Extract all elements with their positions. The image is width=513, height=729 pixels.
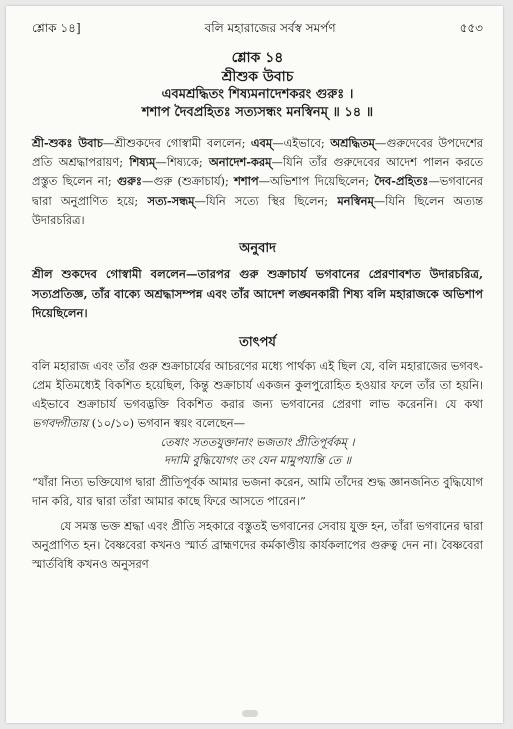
synonym-term: এবম্ [250, 136, 273, 150]
synonym-meaning: যিনি ছিলেন অত্যন্ত উদারচরিত্র। [32, 193, 483, 227]
verse-line-2: শশাপ দৈবপ্রহিতঃ সত্যসন্ধং মনস্বিনম্ ॥ ১৪ ॥ [141, 105, 374, 120]
gita-quote-line-2: দদামি বুদ্ধিযোগং তং যেন মামুপযান্তি তে ॥ [163, 452, 352, 467]
synonym-term: দৈব-প্রহিতঃ [374, 174, 429, 189]
purport-heading: তাৎপর্য [239, 334, 276, 350]
page-number: ৫৫৩ [459, 21, 483, 35]
synonym-term: শিষ্যম্ [129, 155, 156, 170]
header-chapter-title: বলি মহারাজের সর্বস্ব সমর্পণ [204, 21, 336, 35]
synonym-meaning: গুরুদেবের উপদেশের প্রতি অশ্রদ্ধাপরায়ণ; [32, 136, 484, 170]
synonym-term: সত্য-সন্ধম্ [147, 193, 195, 208]
synonym-term: মনস্বিনম্ [337, 193, 374, 208]
verse-line-1: এবমশ্রদ্ধিতং শিষ্যমনাদেশকরং গুরুঃ । [161, 87, 354, 102]
purport-text-end: (১০/১০) ভগবান স্বয়ং বলেছেন— [91, 415, 245, 430]
purport-text: বলি মহারাজ এবং তাঁর গুরু শুক্রাচার্যের আচরণের মধ্যে পার্থক্য এই ছিল যে, বলি মহারাজের ভগবৎ-প্রেম ইতিমধ্যেই বিকশিত হয়েছিল, কিন্তু শুক্রাচার্য একজন কুলপুরোহিত হওয়ার ফলে তাঁর তা হয়নি। এইভাবে শুক্রাচার্য ভগবদ্ভক্তি বিকশিত করার জন্য ভগবানের প্রেরণা লাভ করেননি। যে কথা [32, 358, 483, 411]
page-smudge [242, 710, 258, 717]
purport-paragraph-2: যে সমস্ত ভক্ত শ্রদ্ধা এবং প্রীতি সহকারে বস্তুতই ভগবানের সেবায় যুক্ত হন, তাঁরা ভগবানের দ্বারা অনুপ্রাণিত হন। বৈষ্ণবেরা কখনও স্মার্ত ব্রাহ্মণদের কর্মকাণ্ডীয় কার্যকলাপের গুরুত্ব দেন না। বৈষ্ণবেরা স্মার্তবিধি কখনও অনুসরণ [32, 518, 483, 571]
synonym-meaning: শ্রীশুকদেব গোস্বামী বললেন; [114, 136, 246, 150]
verse-speaker: শ্রীশুক উবাচ [221, 69, 294, 85]
gita-reference: ভগবদ্গীতায় [32, 415, 89, 430]
synonym-meaning: শিষ্যকে; [166, 155, 203, 170]
synonym-term: শশাপ [234, 174, 259, 189]
synonym-meaning: যিনি সত্যে স্থির ছিলেন; [205, 193, 329, 208]
word-synonyms: শ্রী-শুকঃ উবাচ—শ্রীশুকদেব গোস্বামী বললেন; এবম্—এইভাবে; অশ্রদ্ধিতম্—গুরুদেবের উপদেশের প্রতি অশ্রদ্ধাপরায়ণ; শিষ্যম্—শিষ্যকে; অনাদেশ-করম্—যিনি তাঁর গুরুদেবের আদেশ পালন করতে প্রস্তুত ছিলেন না; গুরুঃ—গুরু (শুক্রাচার্য); শশাপ—অভিশাপ দিয়েছিলেন; দৈব-প্রহিতঃ—ভগবানের দ্বারা অনুপ্রাণিত হয়ে; সত্য-সন্ধম্—যিনি সত্যে স্থির ছিলেন; মনস্বিনম্—যিনি ছিলেন অত্যন্ত উদারচরিত্র। [32, 136, 484, 227]
synonym-term: গুরুঃ [117, 174, 142, 189]
running-header [32, 20, 483, 36]
quote-translation: “যাঁরা নিত্য ভক্তিযোগ দ্বারা প্রীতিপূর্বক আমার ভজনা করেন, আমি তাঁদের শুদ্ধ জ্ঞানজনিত বুদ্ধিযোগ দান করি, যার দ্বারা তাঁরা আমার কাছে ফিরে আসতে পারেন।” [32, 474, 483, 508]
synonym-meaning: যিনি তাঁর গুরুদেবের আদেশ পালন করতে প্রস্তুত ছিলেন না; [32, 155, 484, 189]
synonym-meaning: অভিশাপ দিয়েছিলেন; [270, 174, 370, 189]
translation-heading: অনুবাদ [239, 241, 276, 257]
page-content [32, 20, 483, 574]
synonym-meaning: ভগবানের দ্বারা অনুপ্রাণিত হয়ে; [32, 174, 484, 208]
gita-quote-line-1: তেষাং সততযুক্তানাং ভজতাং প্রীতিপূর্বকম্ । [160, 434, 355, 449]
purport-paragraph-1 [32, 357, 483, 433]
header-verse-ref: শ্লোক ১৪] [32, 21, 81, 35]
book-page [6, 6, 503, 723]
synonym-term: অনাদেশ-করম্ [208, 155, 272, 170]
synonym-term: অশ্রদ্ধিতম্ [330, 136, 375, 150]
verse-heading: শ্লোক ১৪ [231, 50, 284, 66]
translation-text: শ্রীল শুকদেব গোস্বামী বললেন—তারপর গুরু শুক্রাচার্য ভগবানের প্রেরণাবশত উদারচরিত্র, সত্যপ্রতিজ্ঞ, তাঁর বাক্যে অশ্রদ্ধাসম্পন্ন এবং তাঁর আদেশ লঙ্ঘনকারী শিষ্য বলি মহারাজকে অভিশাপ দিয়েছিলেন। [32, 267, 483, 321]
synonym-meaning: গুরু (শুক্রাচার্য); [153, 174, 229, 189]
synonym-meaning: এইভাবে; [283, 136, 325, 150]
synonym-term: শ্রী-শুকঃ উবাচ [32, 136, 103, 150]
